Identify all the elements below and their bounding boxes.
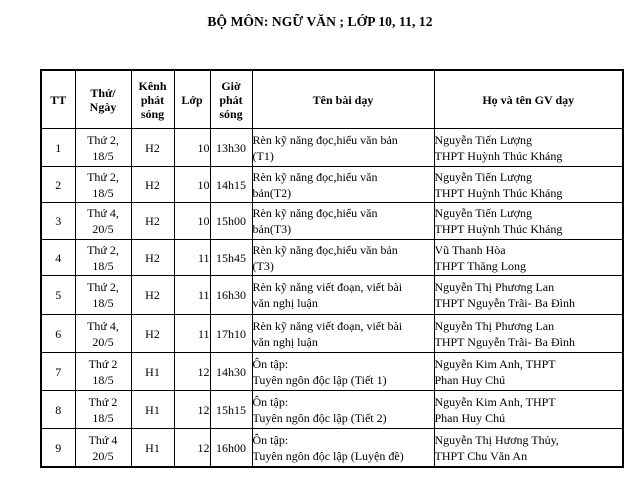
cell-lesson-line: văn nghị luận (252, 296, 318, 310)
page-title: BỘ MÔN: NGỮ VĂN ; LỚP 10, 11, 12 (207, 14, 433, 29)
cell-lesson-line: bản(T2) (252, 185, 292, 200)
cell-lesson (252, 203, 434, 240)
header-time (210, 70, 252, 129)
cell-grade: 12 (174, 429, 210, 468)
cell-lesson-line: (T3) (252, 258, 274, 273)
cell-day-line: 20/5 (92, 334, 114, 349)
cell-lesson-line: Rèn kỹ năng đọc,hiểu văn bản (252, 242, 398, 257)
cell-time: 15h45 (210, 240, 252, 276)
cell-teacher-line: Nguyễn Tiến Lượng (434, 169, 533, 184)
cell-teacher-line: THPT Huỳnh Thúc Kháng (434, 222, 563, 236)
cell-day-line: Thứ 2 (88, 394, 118, 409)
cell-grade: 12 (174, 391, 210, 429)
cell-teacher (434, 391, 623, 429)
cell-grade: 11 (174, 315, 210, 353)
cell-teacher-line: Phan Huy Chú (434, 410, 506, 425)
cell-channel: H1 (131, 429, 174, 468)
cell-teacher-line: Phan Huy Chú (434, 372, 506, 387)
table-row (41, 203, 623, 240)
cell-teacher (434, 315, 623, 353)
cell-time: 15h00 (210, 203, 252, 240)
cell-grade: 11 (174, 240, 210, 276)
cell-channel: H1 (131, 353, 174, 391)
cell-channel: H2 (131, 203, 174, 240)
cell-channel: H2 (131, 129, 174, 167)
cell-day (75, 429, 131, 468)
cell-lesson (252, 391, 434, 429)
cell-teacher (434, 240, 623, 276)
header-day-line: Thứ/ (90, 85, 116, 100)
cell-day-line: 20/5 (92, 222, 114, 236)
cell-teacher-line: Nguyễn Thị Phương Lan (434, 318, 555, 333)
cell-lesson-line: Rèn kỹ năng viết đoạn, viết bài (252, 280, 403, 294)
cell-time: 16h00 (210, 429, 252, 468)
table-row (41, 353, 623, 391)
cell-day-line: Thứ 2, (87, 132, 119, 147)
cell-grade: 11 (174, 276, 210, 315)
cell-lesson-line: văn nghị luận (252, 334, 318, 349)
header-teacher: Họ và tên GV dạy (434, 70, 623, 129)
cell-teacher-line: Nguyễn Kim Anh, THPT (434, 394, 556, 409)
cell-lesson-line: bản(T3) (252, 222, 292, 236)
cell-teacher (434, 276, 623, 315)
cell-teacher (434, 429, 623, 468)
header-channel (131, 70, 174, 129)
cell-day (75, 353, 131, 391)
header-lesson: Tên bài dạy (252, 70, 434, 129)
cell-teacher-line: Nguyễn Tiến Lượng (434, 132, 533, 147)
cell-day-line: 18/5 (92, 258, 114, 273)
cell-day-line: Thứ 2, (87, 280, 119, 294)
cell-day-line: Thứ 4 (88, 432, 118, 447)
cell-day-line: Thứ 2 (88, 356, 118, 371)
header-time-line: phát (219, 92, 243, 107)
cell-lesson-line: Tuyên ngôn độc lập (Tiết 1) (252, 372, 387, 387)
cell-day (75, 276, 131, 315)
cell-lesson (252, 129, 434, 167)
cell-channel: H2 (131, 240, 174, 276)
cell-teacher-line: Nguyễn Thị Phương Lan (434, 280, 555, 294)
cell-tt: 6 (41, 315, 75, 353)
cell-teacher-line: Vũ Thanh Hòa (434, 242, 506, 257)
cell-time: 13h30 (210, 129, 252, 167)
cell-grade: 12 (174, 353, 210, 391)
cell-lesson-line: Ôn tập: (252, 394, 289, 409)
table-row (41, 129, 623, 167)
cell-day-line: Thứ 4, (87, 318, 119, 333)
cell-day (75, 391, 131, 429)
cell-day-line: 18/5 (92, 148, 114, 163)
cell-tt: 9 (41, 429, 75, 468)
cell-teacher (434, 167, 623, 203)
cell-day (75, 129, 131, 167)
cell-teacher-line: THPT Thăng Long (434, 258, 527, 273)
cell-channel: H2 (131, 276, 174, 315)
header-time-line: sóng (219, 106, 243, 121)
cell-lesson-line: Ôn tập: (252, 432, 289, 447)
header-channel-line: phát (140, 92, 165, 107)
table-row (41, 429, 623, 468)
header-tt: TT (41, 70, 75, 129)
header-day (75, 70, 131, 129)
cell-tt: 2 (41, 167, 75, 203)
table-row (41, 240, 623, 276)
table-row (41, 315, 623, 353)
cell-teacher-line: THPT Nguyễn Trãi- Ba Đình (434, 296, 575, 310)
cell-grade: 10 (174, 129, 210, 167)
cell-teacher-line: THPT Huỳnh Thúc Kháng (434, 148, 563, 163)
cell-time: 14h15 (210, 167, 252, 203)
cell-day-line: Thứ 2, (87, 242, 119, 257)
header-grade: Lớp (174, 70, 210, 129)
cell-day-line: 18/5 (92, 296, 114, 310)
cell-teacher-line: Nguyễn Kim Anh, THPT (434, 356, 556, 371)
cell-lesson-line: Rèn kỹ năng đọc,hiểu văn (252, 169, 378, 184)
cell-day (75, 203, 131, 240)
cell-teacher-line: THPT Chu Văn An (434, 448, 528, 463)
cell-tt: 3 (41, 203, 75, 240)
cell-grade: 10 (174, 167, 210, 203)
cell-day-line: 18/5 (92, 410, 114, 425)
header-time-line: Giờ (221, 78, 241, 93)
table-row (41, 276, 623, 315)
cell-lesson (252, 429, 434, 468)
cell-teacher-line: THPT Huỳnh Thúc Kháng (434, 185, 563, 200)
cell-teacher-line: Nguyễn Thị Hương Thủy, (434, 432, 559, 447)
cell-teacher (434, 203, 623, 240)
table-row (41, 167, 623, 203)
cell-tt: 4 (41, 240, 75, 276)
cell-lesson (252, 276, 434, 315)
cell-day (75, 167, 131, 203)
cell-lesson (252, 240, 434, 276)
cell-grade: 10 (174, 203, 210, 240)
cell-channel: H2 (131, 167, 174, 203)
cell-day-line: Thứ 2, (87, 169, 119, 184)
cell-time: 15h15 (210, 391, 252, 429)
cell-lesson-line: Rèn kỹ năng đọc,hiểu văn (252, 206, 378, 220)
cell-tt: 1 (41, 129, 75, 167)
cell-day-line: 18/5 (92, 372, 114, 387)
cell-day (75, 315, 131, 353)
schedule-table (40, 69, 624, 468)
cell-tt: 5 (41, 276, 75, 315)
cell-time: 14h30 (210, 353, 252, 391)
cell-day (75, 240, 131, 276)
cell-day-line: 18/5 (92, 185, 114, 200)
cell-lesson-line: (T1) (252, 148, 274, 163)
cell-lesson-line: Rèn kỹ năng viết đoạn, viết bài (252, 318, 403, 333)
cell-day-line: Thứ 4, (87, 206, 119, 220)
cell-time: 17h10 (210, 315, 252, 353)
cell-lesson (252, 167, 434, 203)
cell-day-line: 20/5 (92, 448, 114, 463)
cell-teacher-line: Nguyễn Tiến Lượng (434, 206, 533, 220)
cell-lesson (252, 315, 434, 353)
cell-lesson-line: Ôn tập: (252, 356, 289, 371)
table-row (41, 391, 623, 429)
cell-tt: 7 (41, 353, 75, 391)
cell-lesson (252, 353, 434, 391)
cell-tt: 8 (41, 391, 75, 429)
header-channel-line: sóng (140, 106, 165, 121)
cell-lesson-line: Tuyên ngôn độc lập (Tiết 2) (252, 410, 387, 425)
cell-channel: H1 (131, 391, 174, 429)
cell-lesson-line: Tuyên ngôn độc lập (Luyện đề) (252, 448, 404, 463)
cell-lesson-line: Rèn kỹ năng đọc,hiểu văn bản (252, 132, 398, 147)
header-row (41, 70, 623, 129)
cell-teacher (434, 353, 623, 391)
cell-teacher (434, 129, 623, 167)
header-channel-line: Kênh (138, 78, 167, 93)
header-day-line: Ngày (89, 99, 117, 114)
cell-teacher-line: THPT Nguyễn Trãi- Ba Đình (434, 334, 575, 349)
cell-channel: H2 (131, 315, 174, 353)
cell-time: 16h30 (210, 276, 252, 315)
